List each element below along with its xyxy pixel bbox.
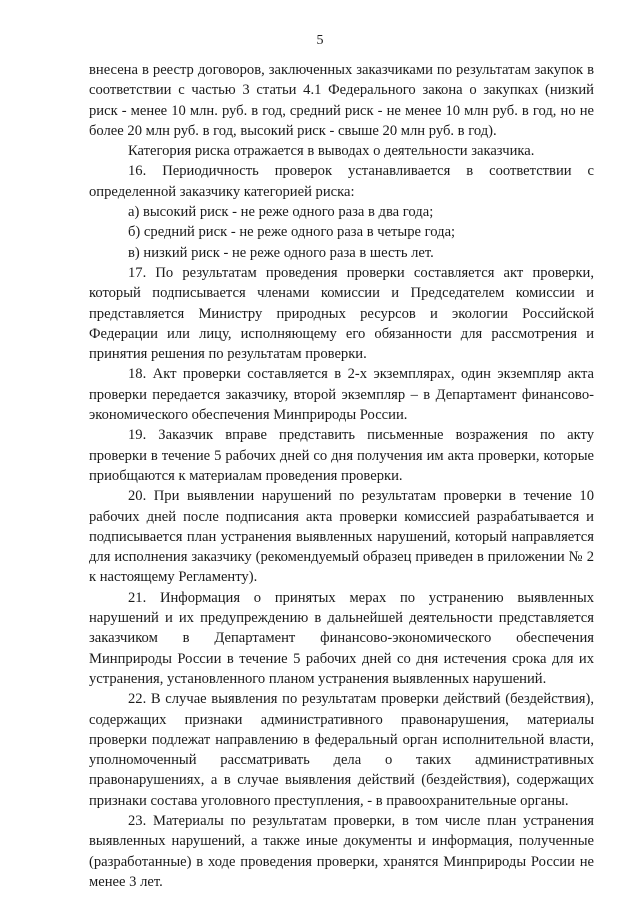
paragraph: 21. Информация о принятых мерах по устранению выявленных нарушений и их предупреждению в дальнейшей деятельности представляется заказчиком в Департамент финансово-экономического обеспечения Минприроды России в течение 5 рабочих дней со дня истечения срока для их устранения, установленного планом устранения выявленных нарушений. — [89, 589, 594, 687]
paragraph: б) средний риск - не реже одного раза в четыре года; — [128, 224, 456, 241]
paragraph: 20. При выявлении нарушений по результатам проверки в течение 10 рабочих дней после подписания акта проверки комиссией разрабатывается и подписывается план устранения выявленных нарушений, который направляется для исполнения заказчику (рекомендуемый образец приведен в приложении № 2 к настоящему Регламенту). — [89, 488, 594, 586]
paragraph: внесена в реестр договоров, заключенных заказчиками по результатам закупок в соответствии с частью 3 статьи 4.1 Федерального закона о закупках (низкий риск - менее 10 млн. руб. в год, средний риск - не менее 10 млн руб. в год, но не более 20 млн руб. в год, высокий риск - свыше 20 млн руб. в год). — [89, 62, 594, 139]
page-number: 5 — [316, 33, 324, 48]
paragraph: 23. Материалы по результатам проверки, в том числе план устранения выявленных нарушений, а также иные документы и информация, полученные (разработанные) в ходе проведения проверки, хранятся Минприроды России не менее 3 лет. — [89, 812, 594, 890]
paragraph: 16. Периодичность проверок устанавливается в соответствии с определенной заказчику категорией риска: — [89, 163, 594, 200]
paragraph: 19. Заказчик вправе представить письменные возражения по акту проверки в течение 5 рабочих дней со дня получения им акта проверки, которые приобщаются к материалам проведения проверки. — [89, 427, 594, 484]
paragraph: 22. В случае выявления по результатам проверки действий (бездействия), содержащих признаки административного правонарушения, материалы проверки подлежат направлению в федеральный орган исполнительной власти, уполномоченный рассматривать дела о таких административных правонарушениях, а в случае выявления действий (бездействия), содержащих признаки состава уголовного преступления, - в правоохранительные органы. — [89, 691, 594, 809]
paragraph: Категория риска отражается в выводах о деятельности заказчика. — [128, 143, 535, 160]
paragraph: 18. Акт проверки составляется в 2-х экземплярах, один экземпляр акта проверки передается заказчику, второй экземпляр – в Департамент финансово-экономического обеспечения Минприроды России. — [89, 366, 594, 424]
paragraph: 17. По результатам проведения проверки составляется акт проверки, который подписывается членами комиссии и Председателем комиссии и представляется Министру природных ресурсов и экологии Российской Федерации или лицу, исполняющему его обязанности для рассмотрения и принятия решения по результатам проверки. — [89, 264, 594, 363]
paragraph: а) высокий риск - не реже одного раза в два года; — [128, 204, 434, 221]
document-body — [89, 60, 594, 892]
paragraph: в) низкий риск - не реже одного раза в шесть лет. — [128, 244, 434, 261]
